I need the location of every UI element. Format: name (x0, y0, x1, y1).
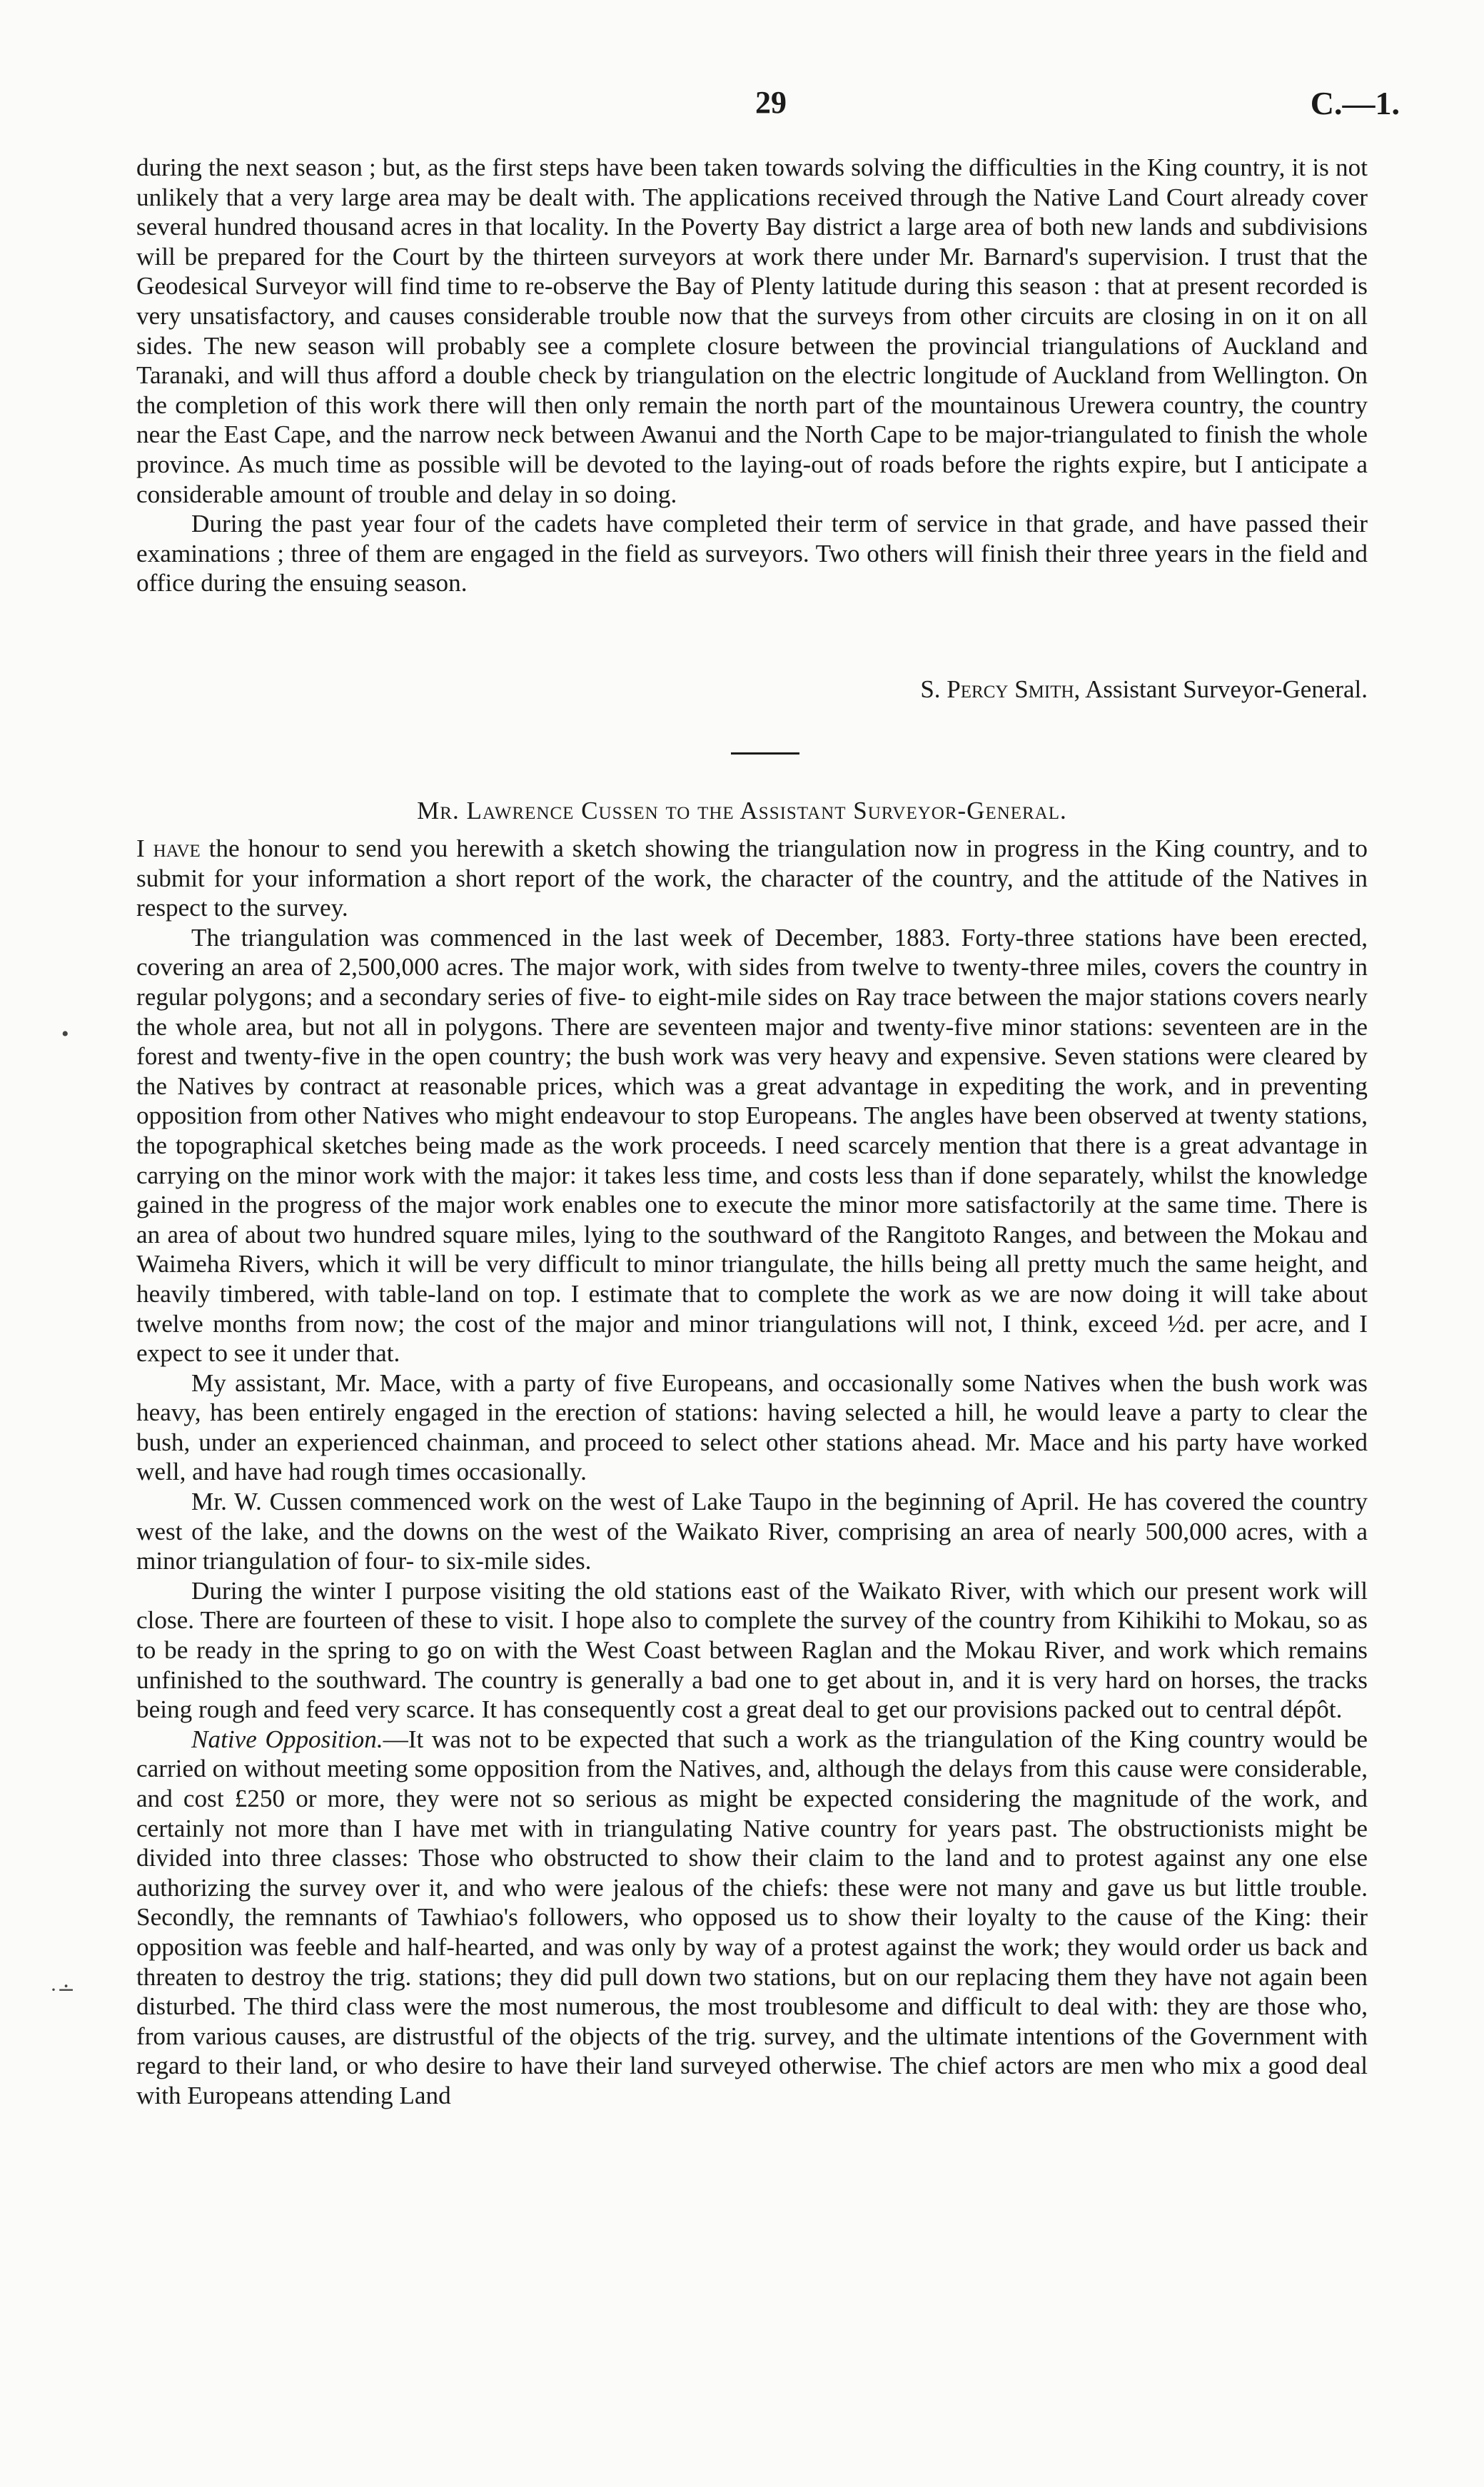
paragraph: The triangulation was commenced in the last week of December, 1883. Forty-three stations have been erected, covering an area of 2,500,000 acres. The major work, with sides from twelve to twenty-three miles, covers the country in regular polygons; and a secondary series of five- to eight-mile sides on Ray trace between the major stations covers nearly the whole area, but not all in polygons. There are seventeen major and twenty-five minor stations: seventeen are in the forest and twenty-five in the open country; the bush work was very heavy and expensive. Seven stations were cleared by the Natives by contract at reasonable prices, which was a great advantage in expediting the work, and in preventing opposition from other Natives who might endeavour to stop Europeans. The angles have been observed at twenty stations, the topographical sketches being made as the work proceeds. I need scarcely mention that there is a great advantage in carrying on the minor work with the major: it takes less time, and costs less than if done separately, whilst the knowledge gained in the progress of the major work enables one to execute the minor more satisfactorily at the same time. There is an area of about two hundred square miles, lying to the southward of the Rangitoto Ranges, and between the Mokau and Waimeha Rivers, which it will be very difficult to minor triangulate, the hills being all pretty much the same height, and heavily timbered, with table-land on top. I estimate that to complete the work as we are now doing it will take about twelve months from now; the cost of the major and minor triangulations will not, I think, exceed ½d. per acre, and I expect to see it under that. (136, 923, 1368, 1368)
signature (920, 675, 1368, 705)
signature-name: S. Percy Smith, (920, 675, 1081, 703)
native-opposition-text: —It was not to be expected that such a work as the triangulation of the King country would be carried on without meeting some opposition from the Natives, and, although the delays from this cause were considerable, and cost £250 or more, they were not so serious as might be expected considering the magnitude of the work, and certainly not more than I have met with in triangulating Native country for years past. The obstructionists might be divided into three classes: Those who obstructed to show their claim to the land and to protest against any one else authorizing the survey over it, and who were jealous of the chiefs: these were not many and gave us but little trouble. Secondly, the remnants of Tawhiao's followers, who opposed us to show their loyalty to the cause of the King: their opposition was feeble and half-hearted, and was only by way of a protest against the work; they would order us back and threaten to destroy the trig. stations; they did pull down two stations, but on our replacing them they have not again been disturbed. The third class were the most numerous, the most troublesome and difficult to deal with: they are those who, from various causes, are distrustful of the objects of the trig. survey, and the ultimate intentions of the Government with regard to their land, or who desire to have their land surveyed otherwise. The chief actors are men who mix a good deal with Europeans attending Land (136, 1725, 1368, 2109)
margin-mark: ·∸ (50, 1978, 76, 2002)
document-code: C.—1. (1310, 85, 1400, 121)
section-divider (731, 752, 799, 755)
report-cussen (136, 834, 1368, 2111)
report-smith (136, 153, 1368, 598)
opening-paragraph (136, 834, 1368, 923)
paragraph: during the next season ; but, as the first steps have been taken towards solving the difficulties in the King country, it is not unlikely that a very large area may be dealt with. The applications received through the Native Land Court already cover several hundred thousand acres in that locality. In the Poverty Bay district a large area of both new lands and subdivisions will be prepared for the Court by the thirteen surveyors at work there under Mr. Barnard's supervision. I trust that the Geodesical Surveyor will find time to re-observe the Bay of Plenty latitude during this season : that at present recorded is very unsatisfactory, and causes considerable trouble now that the surveys from other circuits are closing in on it on all sides. The new season will probably see a complete closure between the provincial triangulations of Auckland and Taranaki, and will thus afford a double check by triangulation on the electric longitude of Auckland from Wellington. On the completion of this work there will then only remain the north part of the mountainous Urewera country, the country near the East Cape, and the narrow neck between Awanui and the North Cape to be major-triangulated to finish the whole province. As much time as possible will be devoted to the laying-out of roads before the rights expire, but I anticipate a considerable amount of trouble and delay in so doing. (136, 153, 1368, 508)
paragraph: During the past year four of the cadets have completed their term of service in that grade, and have passed their examinations ; three of them are engaged in the field as surveyors. Two others will finish their three years in the field and office during the ensuing season. (136, 510, 1368, 597)
page-number: 29 (755, 85, 787, 120)
opening-lead: I have (136, 834, 201, 862)
paragraph: Mr. W. Cussen commenced work on the west of Lake Taupo in the beginning of April. He has covered the country west of the lake, and the downs on the west of the Waikato River, comprising an area of nearly 500,000 acres, with a minor triangulation of four- to six-mile sides. (136, 1488, 1368, 1575)
opening-text: the honour to send you herewith a sketch showing the triangulation now in progress in the King country, and to submit for your information a short report of the work, the character of the country, and the attitude of the Natives in respect to the survey. (136, 834, 1368, 922)
native-opposition-heading: Native Opposition. (191, 1725, 383, 1753)
signature-title: Assistant Surveyor-General. (1085, 675, 1368, 703)
section-title: Mr. Lawrence Cussen to the Assistant Surveyor-General. (417, 797, 1067, 824)
native-opposition-paragraph (136, 1725, 1368, 2111)
paragraph: My assistant, Mr. Mace, with a party of five Europeans, and occasionally some Natives when the bush work was heavy, has been entirely engaged in the erection of stations: having selected a hill, he would leave a party to clear the bush, under an experienced chainman, and proceed to select other stations ahead. Mr. Mace and his party have worked well, and have had rough times occasionally. (136, 1368, 1368, 1486)
margin-mark: • (61, 1022, 69, 1046)
paragraph: During the winter I purpose visiting the old stations east of the Waikato River, with which our present work will close. There are fourteen of these to visit. I hope also to complete the survey of the country from Kihikihi to Mokau, so as to be ready in the spring to go on with the West Coast between Raglan and the Mokau River, and work which remains unfinished to the southward. The country is generally a bad one to get about in, and it is very hard on horses, the tracks being rough and feed very scarce. It has consequently cost a great deal to get our provisions packed out to central dépôt. (136, 1576, 1368, 1724)
